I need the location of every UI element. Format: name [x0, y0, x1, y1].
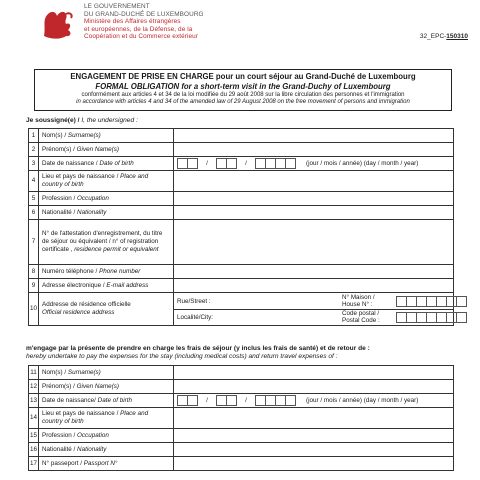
row-number: 12 [29, 380, 39, 394]
row-input[interactable] [174, 366, 454, 380]
gov-line-2: DU GRAND-DUCHÉ DE LUXEMBOURG [84, 10, 204, 18]
row-number: 14 [29, 408, 39, 429]
form-row [29, 394, 454, 408]
row-label: Profession / Occupation [39, 429, 174, 443]
title-en: FORMAL OBLIGATION for a short-term visit in the Grand-Duchy of Luxembourg [95, 82, 391, 91]
row-input[interactable] [174, 408, 454, 429]
address-row [29, 293, 454, 326]
form-title-box [34, 69, 452, 111]
form-row [29, 457, 454, 471]
house-number-label: N° Maison / House N° : [342, 294, 375, 308]
form-row [29, 206, 454, 220]
date-digit-boxes[interactable] [255, 395, 296, 406]
ministry-line-1: Ministère des Affaires étrangères [84, 18, 181, 26]
form-row [29, 171, 454, 192]
postal-code-label: Code postal / Postal Code : [342, 310, 380, 324]
date-digit-boxes[interactable] [396, 312, 467, 323]
date-digit-boxes[interactable] [216, 158, 237, 169]
row-number: 17 [29, 457, 39, 471]
date-digit-boxes[interactable] [396, 296, 467, 307]
row-label: Profession / Occupation [39, 192, 174, 206]
row-number: 9 [29, 279, 39, 293]
form-row [29, 265, 454, 279]
row-input[interactable] [174, 143, 454, 157]
undertaking-fr: m'engage par la présente de prendre en charge les frais de séjour (y inclus les frais de santé) et de retour de : [26, 345, 370, 352]
gov-line-1: LE GOUVERNEMENT [84, 3, 150, 10]
row-number: 2 [29, 143, 39, 157]
ministry-line-3: Coopération et du Commerce extérieur [84, 33, 199, 41]
row-input[interactable]: / / (jour / mois / année) (day / month / year) [174, 157, 454, 171]
form-row [29, 192, 454, 206]
date-digit-boxes[interactable] [177, 395, 198, 406]
document-reference [420, 33, 468, 40]
row-input[interactable] [174, 129, 454, 143]
row-input[interactable] [174, 279, 454, 293]
row-number: 8 [29, 265, 39, 279]
row-number: 6 [29, 206, 39, 220]
row-label: Addresse de résidence officielle Official residence address [39, 293, 174, 326]
date-format-hint: (jour / mois / année) (day / month / year) [306, 159, 419, 167]
row-number: 3 [29, 157, 39, 171]
row-number: 15 [29, 429, 39, 443]
row-input[interactable] [174, 192, 454, 206]
row-label: Lieu et pays de naissance / Place and country of birth [39, 171, 174, 192]
row-number: 10 [29, 293, 39, 326]
doc-ref-code: 150310 [446, 33, 468, 40]
legal-basis-fr: conformément aux articles 4 et 34 de la loi modifiée du 29 août 2008 sur la libre circulation des personnes et l'immigration [81, 92, 405, 98]
form-row [29, 220, 454, 265]
row-number: 5 [29, 192, 39, 206]
luxembourg-lion-logo [38, 6, 78, 42]
undertaking-statement [26, 345, 370, 361]
row-input[interactable] [174, 443, 454, 457]
row-label: Lieu et pays de naissance / Place and country of birth [39, 408, 174, 429]
row-label: Numéro téléphone / Phone number [39, 265, 174, 279]
row-input[interactable] [174, 380, 454, 394]
row-number: 7 [29, 220, 39, 265]
row-number: 11 [29, 366, 39, 380]
date-digit-boxes[interactable] [255, 158, 296, 169]
street-label: Rue/Street : [177, 298, 211, 305]
row-label: Date de naissance/ Date of birth [39, 394, 174, 408]
address-fields[interactable] [174, 293, 454, 326]
form-row [29, 279, 454, 293]
row-number: 4 [29, 171, 39, 192]
title-fr: ENGAGEMENT DE PRISE EN CHARGE pour un court séjour au Grand-Duché de Luxembourg [70, 72, 416, 81]
visitor-table [28, 365, 454, 471]
row-label: Adresse électronique / E-mail address [39, 279, 174, 293]
row-label: Prénom(s) / Given Name(s) [39, 143, 174, 157]
legal-basis-en: in accordance with articles 4 and 34 of the amended law of 29 August 2008 on the free movement of persons and immigration [76, 99, 410, 106]
form-row [29, 143, 454, 157]
city-label: Localité/City: [177, 314, 214, 321]
row-input[interactable] [174, 206, 454, 220]
guarantor-table [28, 128, 454, 326]
row-number: 16 [29, 443, 39, 457]
form-row [29, 157, 454, 171]
row-label: Date de naissance / Date of birth [39, 157, 174, 171]
row-label: Nationalité / Nationality [39, 206, 174, 220]
form-row [29, 443, 454, 457]
row-label: Nom(s) / Surname(s) [39, 366, 174, 380]
row-label: N° passeport / Passport N° [39, 457, 174, 471]
date-digit-boxes[interactable] [177, 158, 198, 169]
undertaking-en: hereby undertake to pay the expenses for the stay (including medical costs) and return travel expenses of : [26, 353, 338, 360]
row-number: 13 [29, 394, 39, 408]
form-row [29, 429, 454, 443]
row-input[interactable] [174, 220, 454, 265]
row-number: 1 [29, 129, 39, 143]
row-label: Nom(s) / Surname(s) [39, 129, 174, 143]
row-input[interactable] [174, 171, 454, 192]
row-input[interactable]: / / (jour / mois / année) (day / month / year) [174, 394, 454, 408]
doc-ref-prefix: 32_EPC- [419, 33, 447, 40]
row-input[interactable] [174, 265, 454, 279]
row-input[interactable] [174, 429, 454, 443]
form-row [29, 380, 454, 394]
row-input[interactable] [174, 457, 454, 471]
date-format-hint: (jour / mois / année) (day / month / year) [306, 396, 419, 404]
row-label: Prénom(s) / Given Name(s) [39, 380, 174, 394]
undersigned-label: Je soussigné(e) / I, the undersigned : [26, 117, 138, 124]
row-label: Nationalité / Nationality [39, 443, 174, 457]
form-row [29, 366, 454, 380]
ministry-line-2: et européennes, de la Défense, de la [84, 25, 193, 33]
issuer-block [84, 3, 204, 41]
date-digit-boxes[interactable] [216, 395, 237, 406]
form-row [29, 129, 454, 143]
form-row [29, 408, 454, 429]
row-label: N° de l'attestation d'enregistrement, du titre de séjour ou équivalent / n° of registration certificate , residence permit or equivalent [39, 220, 174, 265]
